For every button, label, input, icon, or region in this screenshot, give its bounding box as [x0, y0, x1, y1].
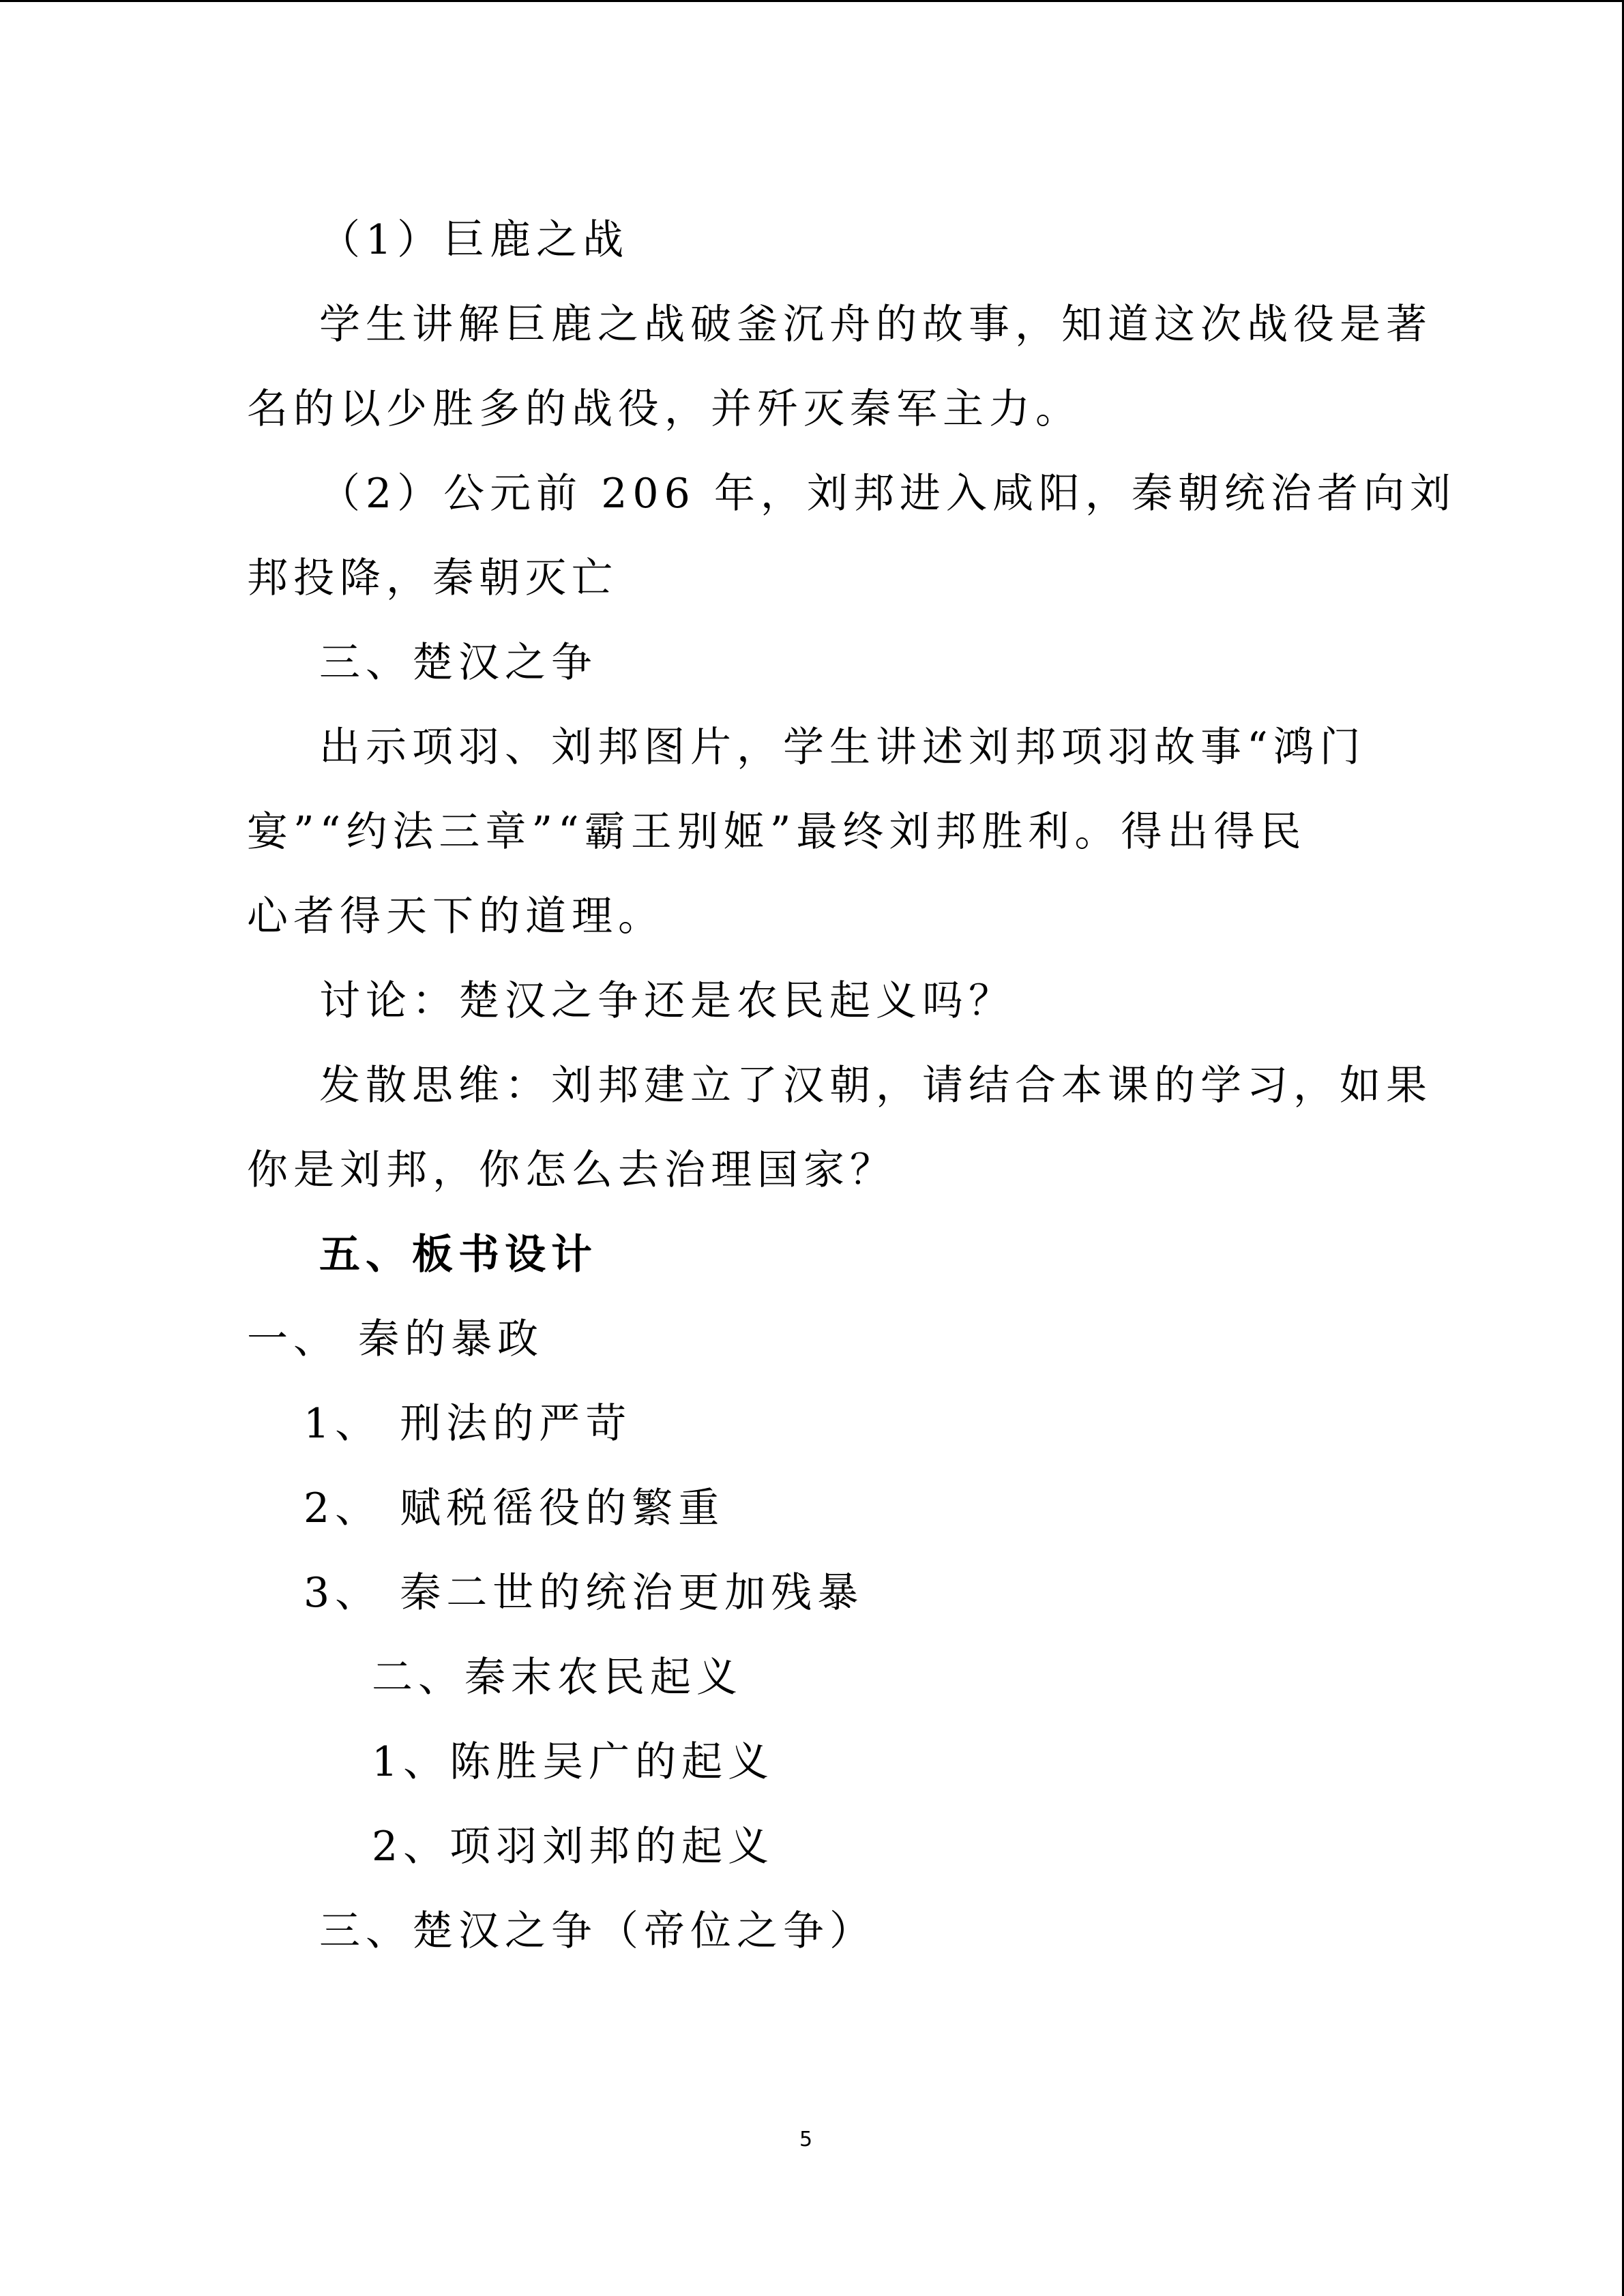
text-line-4: （2）公元前 206 年，刘邦进入咸阳，秦朝统治者向刘: [319, 470, 1456, 518]
board-subitem-1-1: 1、 刑法的严苛: [304, 1400, 632, 1448]
text-line-1: （1）巨鹿之战: [319, 216, 630, 264]
text-line-9: 心者得天下的道理。: [247, 893, 664, 940]
page-top-border: [0, 0, 1624, 2]
board-subitem-1-3: 3、 秦二世的统治更加残暴: [304, 1569, 864, 1617]
board-subitem-1-2: 2、 赋税徭役的繁重: [304, 1485, 725, 1532]
text-line-12: 你是刘邦，你怎么去治理国家？: [247, 1146, 896, 1194]
section-heading-chuhan: 三、楚汉之争: [319, 639, 597, 687]
text-line-7: 出示项羽、刘邦图片，学生讲述刘邦项羽故事“鸿门: [319, 724, 1366, 771]
board-subitem-2-1: 1、陈胜吴广的起义: [372, 1738, 775, 1786]
board-item-2: 二、秦末农民起义: [372, 1654, 743, 1701]
discussion-question: 讨论：楚汉之争还是农民起义吗？: [319, 977, 1015, 1025]
text-line-5: 邦投降，秦朝灭亡: [247, 554, 618, 602]
text-line-3: 名的以少胜多的战役，并歼灭秦军主力。: [247, 385, 1082, 433]
board-item-3: 三、楚汉之争（帝位之争）: [319, 1907, 876, 1955]
text-line-11: 发散思维：刘邦建立了汉朝，请结合本课的学习，如果: [319, 1062, 1432, 1109]
board-subitem-2-2: 2、项羽刘邦的起义: [372, 1823, 775, 1870]
page-number: 5: [799, 2128, 813, 2151]
board-item-1: 一、 秦的暴政: [247, 1315, 544, 1363]
text-line-2: 学生讲解巨鹿之战破釜沉舟的故事，知道这次战役是著: [319, 301, 1432, 348]
board-design-heading: 五、板书设计: [319, 1231, 597, 1279]
text-line-8: 宴”“约法三章”“霸王别姬”最终刘邦胜利。得出得民: [247, 808, 1307, 856]
